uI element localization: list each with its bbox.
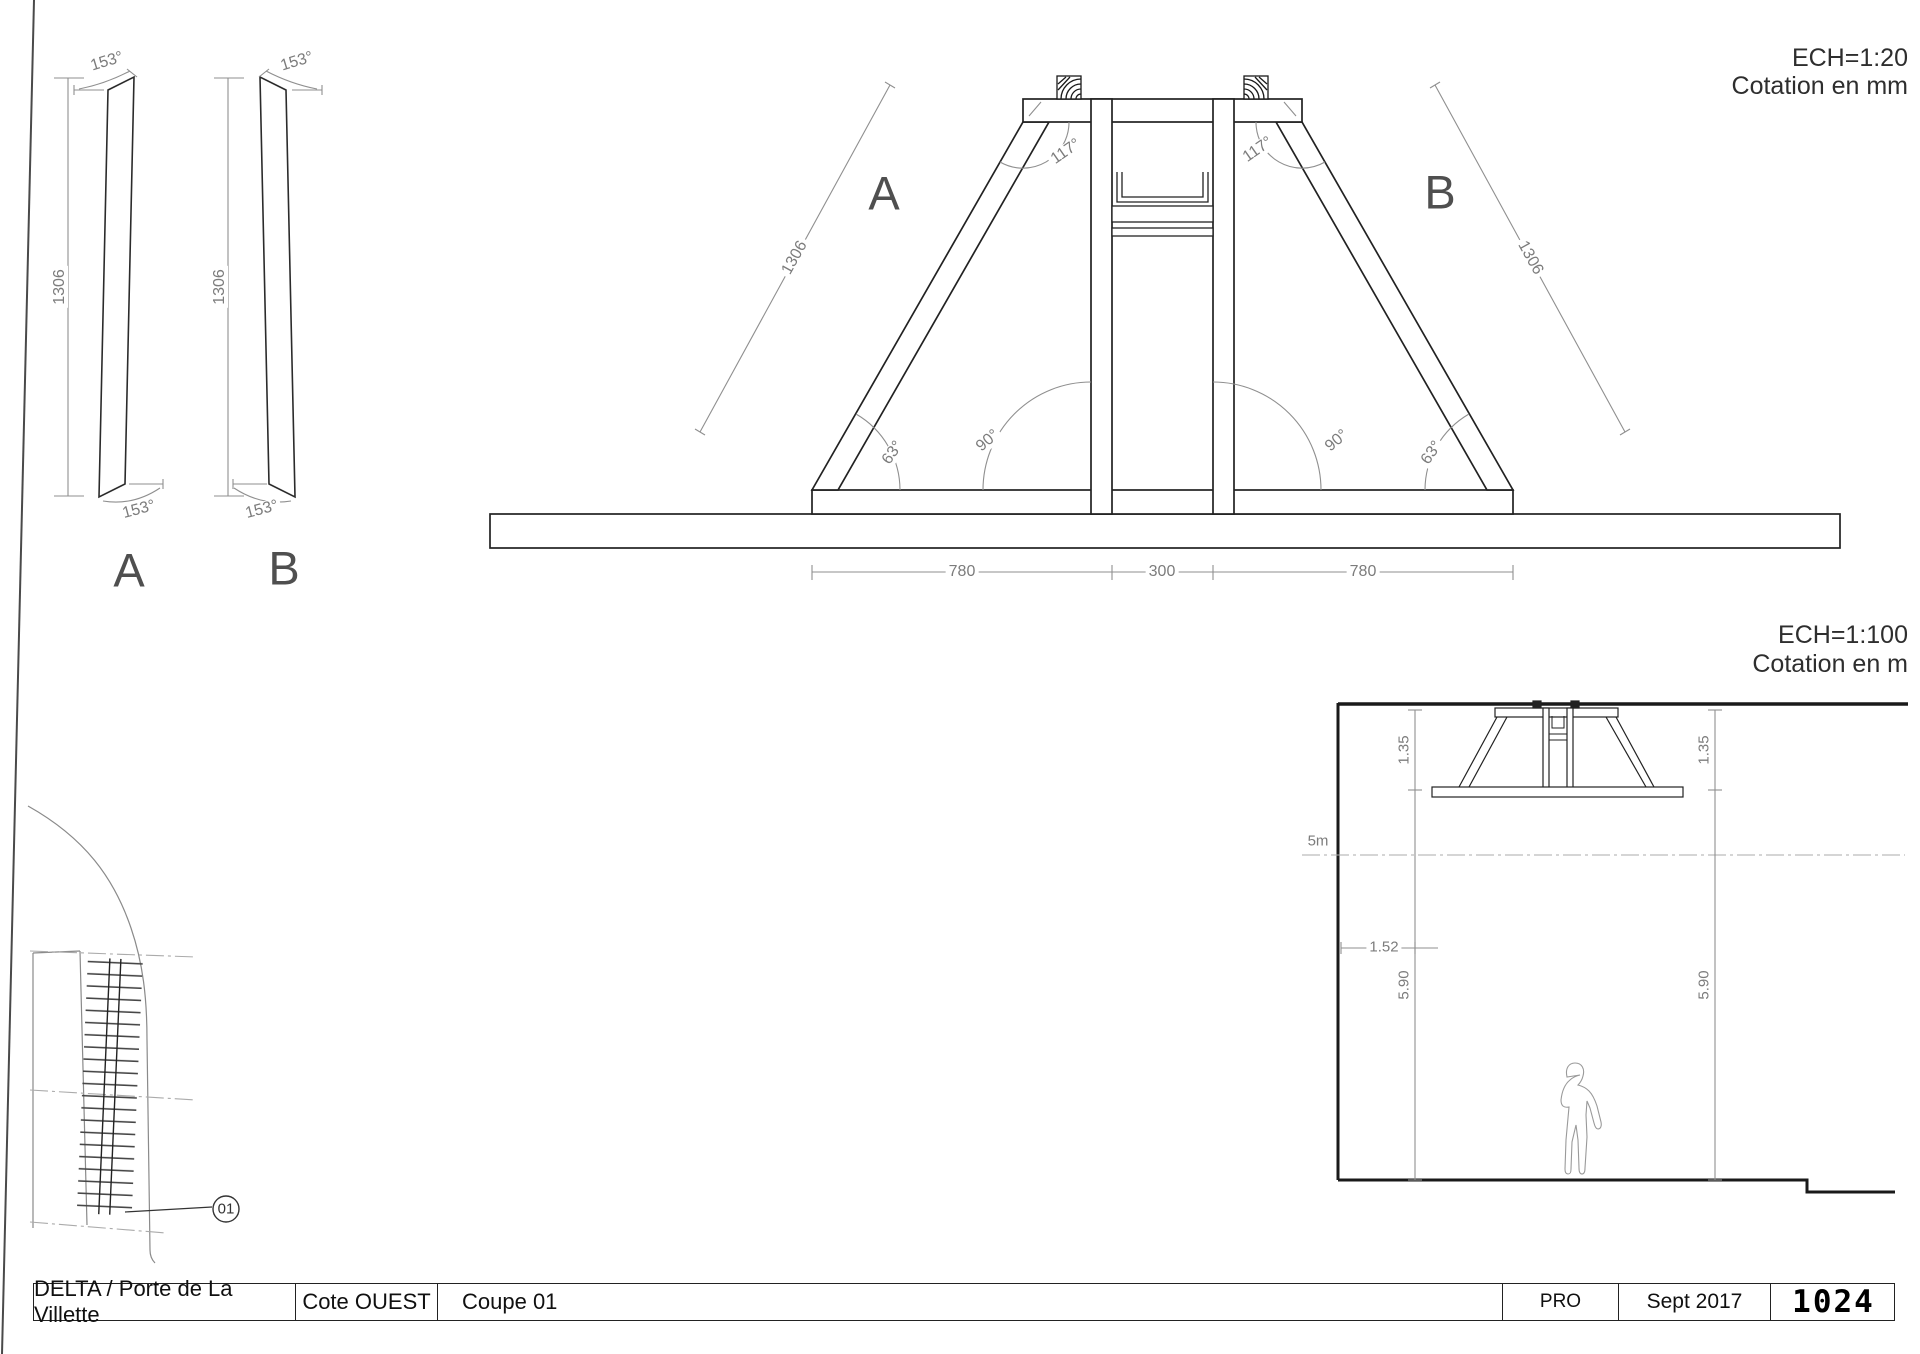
column-angle-right: 90°	[1320, 425, 1353, 457]
detail-a-label: A	[113, 543, 145, 597]
detail-a-length: 1306	[52, 266, 68, 308]
section-drop-left: 1.35	[1397, 732, 1412, 767]
top-angle-right: 117°	[1238, 133, 1278, 168]
title-date-cell	[1619, 1284, 1771, 1320]
scale-note-detail: ECH=1:20	[1791, 44, 1908, 72]
title-date: Sept 2017	[1646, 1290, 1743, 1313]
studio-logo	[1771, 1284, 1896, 1320]
detail-bar-b-drawing	[214, 69, 322, 502]
detail-bar-a-drawing	[54, 69, 163, 502]
top-angle-left: 117°	[1046, 135, 1086, 170]
title-phase-cell	[1503, 1284, 1619, 1320]
detail-b-bottom-angle: 153°	[241, 497, 283, 523]
detail-b-length: 1306	[212, 266, 228, 308]
section-height-right: 5.90	[1697, 967, 1712, 1002]
detail-a-top-angle: 153°	[86, 49, 128, 76]
elevation-structure	[490, 76, 1840, 580]
base-angle-left: 63°	[878, 436, 908, 470]
diag-right-length: 1306	[1513, 236, 1547, 280]
section-drop-right: 1.35	[1697, 732, 1712, 767]
width-right: 780	[1347, 564, 1380, 580]
scale-units-detail: Cotation en mm	[1731, 72, 1908, 100]
scale-note-section: ECH=1:100	[1778, 621, 1908, 649]
width-left: 780	[946, 564, 979, 580]
sheet-edge-line	[2, 0, 34, 1354]
section-level-label: 5m	[1305, 834, 1332, 849]
elevation-label-b: B	[1424, 165, 1456, 219]
ladder-hatch	[77, 957, 143, 1215]
title-block	[33, 1276, 1895, 1327]
mini-truss	[1432, 701, 1683, 797]
detail-a-bottom-angle: 153°	[118, 497, 160, 523]
width-center: 300	[1146, 564, 1179, 580]
human-figure	[1561, 1063, 1601, 1174]
base-angle-right: 63°	[1417, 436, 1447, 470]
title-project: DELTA / Porte de La Villette	[34, 1276, 233, 1327]
plan-callout: 01	[217, 1200, 235, 1218]
section-offset: 1.52	[1366, 940, 1401, 955]
title-drawing: Coupe 01	[462, 1289, 558, 1314]
detail-b-label: B	[268, 541, 300, 595]
title-project-cell	[34, 1276, 296, 1327]
plan-view-drawing	[28, 806, 239, 1263]
diag-left-length: 1306	[778, 236, 812, 280]
detail-b-top-angle: 153°	[276, 49, 318, 76]
scale-units-section: Cotation en m	[1752, 650, 1908, 678]
elevation-label-a: A	[868, 166, 900, 220]
column-angle-left: 90°	[971, 425, 1004, 457]
title-drawing-cell	[438, 1284, 1503, 1320]
title-elevation: Cote OUEST	[302, 1289, 431, 1314]
studio-logo-text: 1024	[1792, 1284, 1875, 1320]
section-height-left: 5.90	[1397, 967, 1412, 1002]
title-phase: PRO	[1539, 1291, 1582, 1312]
title-elevation-cell	[296, 1284, 438, 1320]
